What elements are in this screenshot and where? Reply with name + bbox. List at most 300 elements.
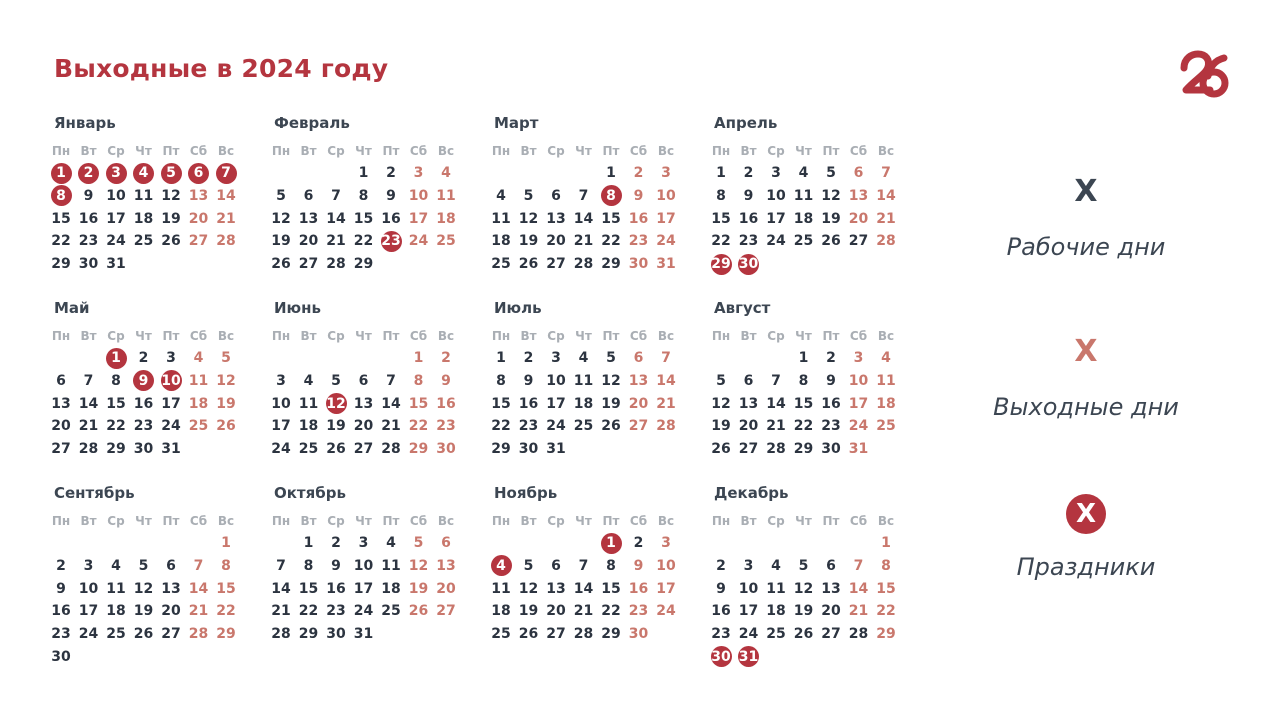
weekend-day: 31: [848, 441, 869, 457]
weekday-header: Чт: [355, 514, 372, 528]
weekend-day: 21: [188, 603, 209, 620]
work-day: 16: [133, 395, 154, 412]
work-day: 20: [821, 603, 841, 620]
weekend-day: 20: [188, 210, 209, 227]
work-day: 14: [381, 395, 401, 412]
work-day: 28: [848, 626, 869, 642]
work-day: 29: [793, 441, 814, 457]
work-day: 22: [793, 418, 814, 435]
work-day: 25: [133, 233, 154, 250]
work-day: 25: [491, 626, 511, 642]
work-day: 15: [353, 210, 374, 227]
weekday-header: Сб: [189, 514, 208, 528]
work-day: 25: [381, 603, 401, 620]
weekend-day: 21: [216, 210, 236, 227]
work-day: 16: [78, 210, 99, 227]
weekday-header: Вс: [217, 514, 235, 528]
work-day: 4: [496, 187, 506, 204]
work-day: 26: [601, 418, 621, 435]
work-day: 26: [518, 626, 539, 642]
work-day: 24: [766, 233, 786, 250]
work-day: 21: [573, 603, 594, 620]
weekend-day: 28: [656, 418, 676, 435]
weekend-day: 20: [848, 210, 869, 227]
weekend-day: 19: [216, 395, 236, 412]
weekday-header: Ср: [327, 144, 345, 158]
weekday-header: Вс: [437, 514, 455, 528]
weekend-day: 6: [853, 165, 864, 181]
weekday-header: Сб: [629, 329, 648, 343]
holiday-day: 4: [131, 163, 157, 183]
weekend-day: 11: [876, 372, 896, 389]
work-day: 26: [518, 256, 539, 272]
work-day: 28: [573, 626, 594, 642]
work-day: 4: [386, 535, 396, 551]
weekend-day: 21: [876, 210, 896, 227]
weekend-day: 19: [408, 580, 429, 597]
work-day: 29: [601, 626, 621, 642]
weekday-header: Ср: [547, 329, 565, 343]
work-day: 12: [711, 395, 731, 412]
weekend-day: 1: [221, 535, 231, 551]
weekend-day: 10: [848, 372, 869, 389]
weekday-header: Пн: [711, 329, 731, 343]
work-day: 6: [826, 557, 836, 574]
weekday-header: Пн: [711, 514, 731, 528]
month-name: Декабрь: [714, 484, 789, 502]
work-day: 11: [106, 580, 126, 597]
work-day: 8: [111, 372, 121, 389]
work-day: 26: [326, 441, 346, 457]
work-day: 19: [711, 418, 731, 435]
work-day: 13: [546, 580, 566, 597]
legend-weekend-mark: Х: [1074, 334, 1098, 369]
weekend-day: 13: [436, 557, 456, 574]
legend-work-mark: Х: [1074, 174, 1098, 209]
weekend-day: 24: [656, 603, 676, 620]
weekend-day: 21: [848, 603, 869, 620]
month-4: [708, 114, 908, 294]
work-day: 22: [711, 233, 731, 250]
holiday-day: 1: [48, 163, 74, 183]
work-day: 26: [161, 233, 181, 250]
weekend-day: 18: [436, 210, 456, 227]
holiday-day: 4: [488, 556, 514, 576]
work-day: 9: [56, 580, 66, 597]
work-day: 30: [51, 648, 71, 665]
work-day: 21: [271, 603, 291, 620]
holiday-day: 7: [213, 163, 239, 183]
holiday-day: 1: [103, 348, 129, 368]
weekend-day: 14: [656, 372, 676, 389]
work-day: 28: [271, 626, 291, 642]
weekend-day: 24: [656, 233, 676, 250]
work-day: 6: [303, 187, 314, 204]
weekday-header: Чт: [135, 514, 152, 528]
work-day: 5: [138, 557, 149, 574]
weekend-day: 3: [661, 165, 671, 181]
weekday-header: Чт: [795, 329, 812, 343]
work-day: 5: [606, 350, 616, 366]
weekday-header: Пн: [51, 329, 71, 343]
weekend-day: 5: [221, 350, 231, 366]
work-day: 3: [743, 557, 754, 574]
work-day: 3: [83, 557, 94, 574]
work-day: 17: [271, 418, 291, 435]
work-day: 2: [826, 350, 836, 366]
weekend-day: 22: [216, 603, 236, 620]
weekday-header: Пт: [382, 144, 400, 158]
work-day: 12: [821, 187, 841, 204]
work-day: 29: [491, 441, 511, 457]
weekend-day: 8: [221, 557, 231, 574]
work-day: 21: [766, 418, 786, 435]
work-day: 2: [523, 350, 534, 366]
month-name: Апрель: [714, 114, 778, 132]
weekend-day: 28: [216, 233, 236, 250]
work-day: 13: [353, 395, 374, 412]
work-day: 3: [771, 165, 781, 181]
weekend-day: 25: [188, 418, 209, 435]
month-name: Ноябрь: [494, 484, 558, 502]
weekday-header: Вт: [80, 329, 97, 343]
work-day: 2: [331, 535, 341, 551]
month-3: [488, 114, 688, 294]
weekday-header: Пн: [491, 329, 511, 343]
work-day: 18: [491, 233, 511, 250]
weekend-day: 11: [436, 187, 456, 204]
work-day: 16: [711, 603, 731, 620]
work-day: 11: [793, 187, 814, 204]
holiday-day: 31: [736, 647, 762, 667]
work-day: 9: [331, 557, 341, 574]
weekday-header: Пт: [162, 329, 180, 343]
work-day: 18: [133, 210, 154, 227]
weekend-day: 28: [188, 626, 209, 642]
work-day: 26: [711, 441, 731, 457]
weekday-header: Ср: [767, 329, 785, 343]
work-day: 12: [793, 580, 814, 597]
weekday-header: Пн: [491, 144, 511, 158]
work-day: 27: [161, 626, 181, 642]
work-day: 7: [331, 187, 341, 204]
weekend-day: 25: [876, 418, 896, 435]
work-day: 14: [326, 210, 346, 227]
work-day: 12: [133, 580, 154, 597]
work-day: 12: [601, 372, 621, 389]
weekend-day: 16: [436, 395, 456, 412]
weekday-header: Чт: [135, 329, 152, 343]
weekday-header: Чт: [575, 514, 592, 528]
work-day: 19: [821, 210, 841, 227]
work-day: 29: [601, 256, 621, 272]
weekday-header: Вс: [877, 514, 895, 528]
month-10: [268, 484, 468, 664]
work-day: 24: [106, 233, 126, 250]
weekday-header: Вт: [300, 144, 317, 158]
work-day: 11: [766, 580, 786, 597]
weekend-day: 27: [628, 418, 649, 435]
work-day: 29: [106, 441, 126, 457]
work-day: 11: [573, 372, 594, 389]
holiday-day: 1: [598, 533, 624, 553]
work-day: 13: [546, 210, 566, 227]
weekday-header: Вт: [80, 144, 97, 158]
work-day: 30: [326, 626, 346, 642]
work-day: 28: [78, 441, 99, 457]
work-day: 28: [381, 441, 401, 457]
work-day: 1: [303, 535, 314, 551]
work-day: 26: [271, 256, 291, 272]
work-day: 14: [573, 210, 594, 227]
weekend-day: 13: [848, 187, 869, 204]
work-day: 27: [298, 256, 319, 272]
weekday-header: Сб: [849, 144, 868, 158]
work-day: 14: [78, 395, 99, 412]
weekend-day: 10: [408, 187, 429, 204]
work-day: 19: [271, 233, 291, 250]
holiday-day: 30: [736, 254, 762, 274]
work-day: 5: [716, 372, 726, 389]
weekend-day: 17: [408, 210, 429, 227]
weekday-header: Вс: [437, 329, 455, 343]
work-day: 23: [133, 418, 154, 435]
work-day: 25: [491, 256, 511, 272]
weekday-header: Пт: [382, 329, 400, 343]
weekday-header: Сб: [409, 144, 428, 158]
work-day: 16: [518, 395, 539, 412]
work-day: 9: [743, 187, 754, 204]
work-day: 5: [798, 557, 809, 574]
weekend-day: 5: [413, 535, 424, 551]
work-day: 24: [78, 626, 99, 642]
work-day: 21: [326, 233, 346, 250]
work-day: 24: [738, 626, 759, 642]
holiday-day: 10: [158, 371, 184, 391]
work-day: 9: [83, 187, 94, 204]
work-day: 19: [601, 395, 621, 412]
work-day: 10: [106, 187, 126, 204]
work-day: 3: [551, 350, 561, 366]
work-day: 20: [738, 418, 759, 435]
work-day: 2: [56, 557, 66, 574]
work-day: 13: [738, 395, 759, 412]
legend-holiday-mark: Х: [1066, 494, 1106, 534]
weekend-day: 6: [633, 350, 644, 366]
weekday-header: Ср: [107, 144, 125, 158]
work-day: 12: [161, 187, 181, 204]
weekend-day: 14: [188, 580, 209, 597]
work-day: 12: [518, 580, 539, 597]
month-11: [488, 484, 688, 664]
weekend-day: 30: [628, 626, 649, 642]
work-day: 23: [78, 233, 99, 250]
weekday-header: Ср: [547, 514, 565, 528]
work-day: 18: [298, 418, 319, 435]
work-day: 11: [491, 580, 511, 597]
work-day: 4: [111, 557, 121, 574]
weekend-day: 4: [441, 165, 451, 181]
weekend-day: 28: [876, 233, 896, 250]
weekend-day: 21: [656, 395, 676, 412]
work-day: 21: [573, 233, 594, 250]
work-day: 22: [353, 233, 374, 250]
weekend-day: 3: [413, 165, 424, 181]
weekday-header: Чт: [355, 144, 372, 158]
work-day: 17: [738, 603, 759, 620]
weekday-header: Сб: [629, 514, 648, 528]
month-name: Октябрь: [274, 484, 346, 502]
weekday-header: Пн: [491, 514, 511, 528]
weekend-day: 25: [436, 233, 456, 250]
work-day: 9: [386, 187, 396, 204]
weekday-header: Вс: [217, 144, 235, 158]
weekday-header: Пн: [51, 514, 71, 528]
month-12: [708, 484, 908, 664]
weekday-header: Вт: [740, 514, 757, 528]
work-day: 19: [518, 233, 539, 250]
weekend-day: 23: [628, 603, 649, 620]
work-day: 27: [738, 441, 759, 457]
weekend-day: 15: [408, 395, 429, 412]
weekday-header: Пт: [822, 144, 840, 158]
work-day: 18: [106, 603, 126, 620]
work-day: 13: [821, 580, 841, 597]
work-day: 22: [491, 418, 511, 435]
weekend-day: 11: [188, 372, 209, 389]
work-day: 13: [298, 210, 319, 227]
work-day: 7: [83, 372, 94, 389]
work-day: 22: [51, 233, 71, 250]
work-day: 6: [358, 372, 369, 389]
work-day: 16: [326, 580, 346, 597]
weekend-day: 26: [216, 418, 236, 435]
weekend-day: 29: [216, 626, 236, 642]
weekend-day: 26: [408, 603, 429, 620]
weekday-header: Вс: [217, 329, 235, 343]
weekend-day: 15: [876, 580, 896, 597]
weekend-day: 17: [848, 395, 869, 412]
month-1: [48, 114, 248, 294]
month-7: [488, 299, 688, 479]
work-day: 8: [358, 187, 369, 204]
weekend-day: 24: [408, 233, 429, 250]
weekend-day: 4: [193, 350, 204, 366]
weekday-header: Вс: [437, 144, 455, 158]
work-day: 24: [161, 418, 181, 435]
weekend-day: 1: [881, 535, 891, 551]
work-day: 1: [606, 165, 616, 181]
work-day: 21: [78, 418, 99, 435]
work-day: 18: [573, 395, 594, 412]
work-day: 25: [573, 418, 594, 435]
work-day: 25: [106, 626, 126, 642]
work-day: 31: [353, 626, 374, 642]
weekday-header: Чт: [575, 329, 592, 343]
work-day: 17: [161, 395, 181, 412]
weekday-header: Пт: [162, 514, 180, 528]
work-day: 10: [738, 580, 759, 597]
work-day: 28: [326, 256, 346, 272]
weekday-header: Сб: [849, 329, 868, 343]
weekday-header: Пн: [271, 329, 291, 343]
work-day: 31: [546, 441, 566, 457]
holiday-day: 23: [378, 231, 404, 251]
work-day: 3: [358, 535, 369, 551]
work-day: 19: [793, 603, 814, 620]
weekend-day: 13: [628, 372, 649, 389]
work-day: 10: [546, 372, 566, 389]
work-day: 15: [51, 210, 71, 227]
weekday-header: Пт: [602, 144, 620, 158]
work-day: 1: [798, 350, 809, 366]
work-day: 5: [276, 187, 286, 204]
weekend-day: 18: [188, 395, 209, 412]
holiday-day: 12: [323, 394, 349, 414]
weekday-header: Вт: [740, 329, 757, 343]
work-day: 9: [523, 372, 534, 389]
month-name: Июнь: [274, 299, 321, 317]
work-day: 3: [166, 350, 176, 366]
work-day: 26: [133, 626, 154, 642]
weekend-day: 10: [656, 557, 676, 574]
weekday-header: Ср: [107, 329, 125, 343]
weekend-day: 23: [628, 233, 649, 250]
month-name: Март: [494, 114, 539, 132]
legend-holiday-label: Праздники: [1016, 553, 1156, 581]
work-day: 23: [518, 418, 539, 435]
work-day: 25: [298, 441, 319, 457]
holiday-day: 5: [158, 163, 184, 183]
month-name: Сентябрь: [54, 484, 135, 502]
weekend-day: 9: [441, 372, 451, 389]
work-day: 17: [106, 210, 126, 227]
work-day: 8: [606, 557, 616, 574]
weekend-day: 30: [628, 256, 649, 272]
weekday-header: Пт: [822, 329, 840, 343]
weekday-header: Сб: [849, 514, 868, 528]
work-day: 3: [276, 372, 286, 389]
work-day: 11: [491, 210, 511, 227]
weekday-header: Пн: [711, 144, 731, 158]
work-day: 18: [793, 210, 814, 227]
weekend-day: 2: [633, 165, 644, 181]
work-day: 26: [821, 233, 841, 250]
weekday-header: Ср: [767, 144, 785, 158]
work-day: 14: [766, 395, 786, 412]
weekend-day: 29: [876, 626, 896, 642]
work-day: 30: [78, 256, 99, 272]
work-day: 17: [766, 210, 786, 227]
work-day: 8: [303, 557, 314, 574]
weekday-header: Вс: [877, 144, 895, 158]
weekend-day: 7: [853, 557, 864, 574]
weekday-header: Сб: [409, 329, 428, 343]
legend-work-label: Рабочие дни: [1006, 233, 1166, 261]
work-day: 20: [546, 233, 566, 250]
weekday-header: Пт: [382, 514, 400, 528]
weekend-day: 14: [848, 580, 869, 597]
work-day: 28: [766, 441, 786, 457]
holiday-day: 2: [76, 163, 102, 183]
work-day: 10: [271, 395, 291, 412]
weekend-day: 27: [436, 603, 456, 620]
work-day: 30: [133, 441, 154, 457]
work-day: 5: [523, 557, 534, 574]
weekend-day: 22: [408, 418, 429, 435]
work-day: 16: [738, 210, 759, 227]
legend-weekend-label: Выходные дни: [993, 393, 1179, 421]
